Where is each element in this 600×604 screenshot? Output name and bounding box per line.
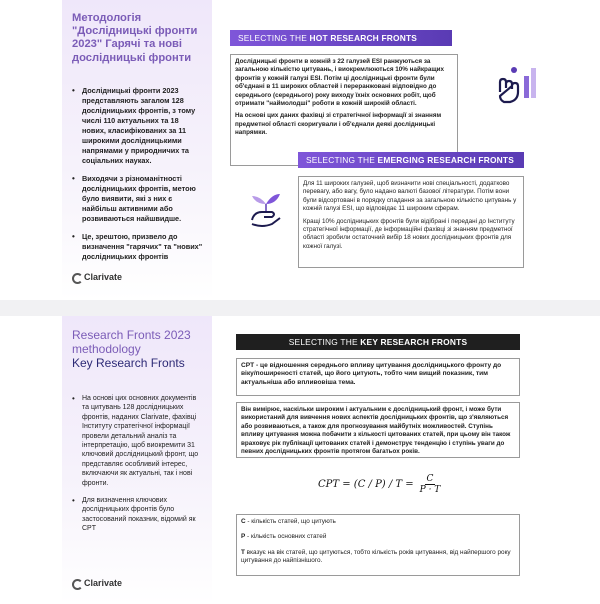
clarivate-logo: Clarivate [72, 272, 122, 282]
slide-divider [0, 300, 600, 316]
bottom-slide-title: Research Fronts 2023 methodology Key Research Fronts [72, 328, 191, 370]
formula-fraction: $\frac{C}{P \cdot T}$ [419, 474, 441, 495]
list-item: • Виходячи з різноманітності дослідницьких фронтів, метою було виявити, які з них є найбільш активними або розвиваються найшвидше. [72, 174, 204, 224]
key-fronts-banner: SELECTING THE KEY RESEARCH FRONTS [236, 334, 520, 350]
hot-fronts-banner: SELECTING THE HOT RESEARCH FRONTS [230, 30, 452, 46]
list-item: T вказує на вік статей, що цитуються, тобто кількість років цитування, від найпершого року цитування до найпізнішого. [241, 548, 511, 565]
hand-pointer-icon [492, 62, 540, 106]
list-item: • Для визначення ключових дослідницьких фронтів було застосований показник, відомий як CPT [72, 496, 204, 534]
clarivate-logo: Clarivate [72, 578, 122, 588]
list-item: • На основі цих основних документів та цитувань 128 дослідницьких фронтів, наданих Clarivate, фахівці Інституту стратегічної інформації провели детальний аналіз та інтерпретацію, щоб виокремити 31 ключовий дослідницький фронт, що представляє особливий інтерес, включаючи як актуальні, так і нові фронти. [72, 394, 204, 488]
clarivate-mark-icon [72, 579, 81, 588]
cpt-explanation: Він вимірює, наскільки широким і актуальним є дослідницький фронт, і може бути використаний для вивчення нових аспектів дослідницьких фронтів, що з'являються або розвиваються, а також для прогнозування майбутніх можливостей. Ступінь впливу цитування можна побачити з кількості цитованих статей, при цьому він також враховує рік публікації цитованих статей і демонструє тенденцію і ступінь уваги до певних дослідницьких фронтів протягом багатьох років. [236, 402, 520, 458]
bottom-bullet-list [72, 394, 204, 542]
clarivate-mark-icon [72, 273, 81, 282]
hand-sprout-icon [246, 184, 286, 230]
list-item: C - кількість статей, що цитують [241, 518, 336, 525]
hot-fronts-text: Дослідницькі фронти в кожній з 22 галузей ESI ранжуються за загальною кількістю цитувань, і виокремлюються 10% найкращих фронтів у кожній галузі ESI. Потім ці дослідницькі фронти були об'єднані в 11 широких областей і переранжовані відповідно до середнього (середнього) року виходу їхніх основних робіт, щоб отримати "наймолодші" роботи в кожній широкій області. На основі цих даних фахівці зі стратегічної інформації зі знанням предметної області скоригували і об'єднали деякі дослідницькі напрямки. [230, 54, 458, 166]
cpt-formula: CPT = (C / P) / T = $\frac{C}{P \cdot T}$ [318, 474, 441, 495]
emerging-fronts-text: Для 11 широких галузей, щоб визначити нові спеціальності, додатково перевагу, або вагу, було надано валюті базової літератури. Потім вони були відсортовані в порядку спадання за загальною кількістю цитувань у кожній галузі ESI, що відповідає 11 широким сферам. Кращі 10% дослідницьких фронтів були відібрані і передані до Інституту стратегічної інформації, де інформаційні фахівці зі знанням предметної області зробили остаточний вибір 18 нових дослідницьких фронтів для кожної галузі. [298, 176, 524, 268]
bottom-slide [0, 316, 600, 604]
list-item: P - кількість основних статей [241, 533, 327, 541]
cpt-variable-definitions [236, 514, 520, 576]
emerging-fronts-banner: SELECTING THE EMERGING RESEARCH FRONTS [298, 152, 524, 168]
top-slide [0, 0, 600, 300]
top-slide-title: Методологія "Дослідницькі фронти 2023" Гарячі та нові дослідницькі фронти [72, 12, 198, 64]
cpt-definition: CPT - це відношення середнього впливу цитування дослідницького фронту до віку/поширеності статей, що його цитують, тобто чим вищий показник, тим актуальніша або впливовіша тема. [236, 358, 520, 396]
top-bullet-list [72, 86, 204, 270]
list-item: • Дослідницькі фронти 2023 представляють загалом 128 дослідницьких фронтів, з тому числі 110 актуальних та 18 нових, класифікованих за 11 широкими дослідницькими напрямами у природничих та соціальних науках. [72, 86, 204, 166]
list-item: • Це, зрештою, призвело до визначення "гарячих" та "нових" дослідницьких фронтів [72, 232, 204, 262]
